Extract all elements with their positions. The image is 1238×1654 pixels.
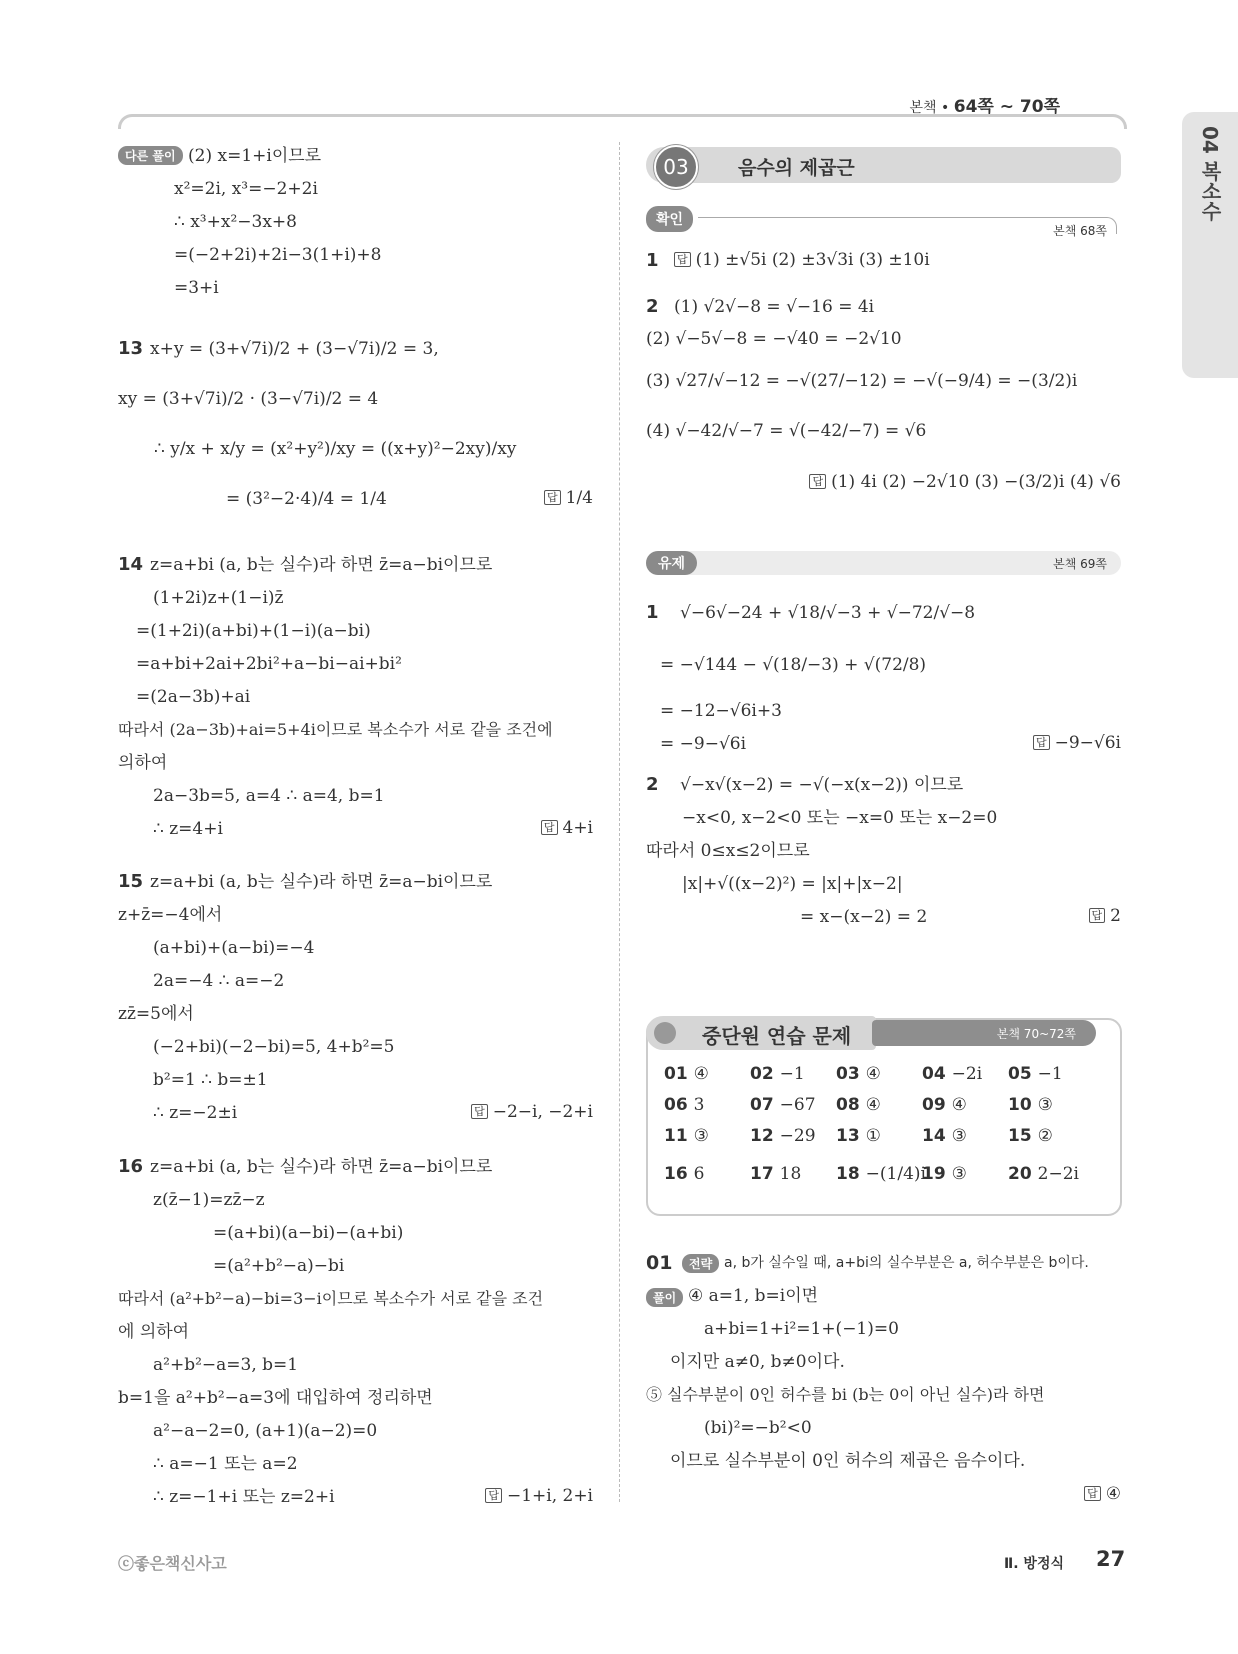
answer: 답 −2−i, −2+i — [471, 1102, 593, 1122]
review-header-dot — [654, 1022, 676, 1044]
text-line: = −9−√6i — [660, 734, 747, 754]
text-line: ④ a=1, b=i이면 — [688, 1286, 819, 1306]
alt-solution-badge: 다른 풀이 — [118, 146, 183, 165]
text-line: =(a²+b²−a)−bi — [213, 1256, 345, 1276]
review-answer-number: 03 — [836, 1064, 860, 1084]
review-answer-item — [836, 1095, 881, 1115]
text-line: =(1+2i)(a+bi)+(1−i)(a−bi) — [136, 621, 371, 641]
problem-14 — [118, 554, 593, 839]
problem-number: 14 — [118, 554, 144, 575]
text-line: = −12−√6i+3 — [660, 701, 782, 721]
text-line: √−6√−24 + √18/√−3 + √−72/√−8 — [680, 603, 976, 623]
text-line: ∴ z=4+i — [153, 819, 223, 839]
problem-16 — [118, 1156, 593, 1507]
check-badge: 확인 — [646, 206, 693, 232]
text-line: 따라서 0≤x≤2이므로 — [646, 841, 810, 861]
review-answer-item — [664, 1095, 705, 1115]
review-answer-number: 10 — [1008, 1095, 1032, 1115]
text-line: =3+i — [174, 278, 219, 298]
problem-number: 2 — [646, 296, 659, 317]
review-answer-value: ③ — [951, 1126, 967, 1146]
text-line: (2) x=1+i이므로 — [188, 146, 322, 166]
header-rule — [118, 114, 1127, 129]
text-line: = −√144 − √(18/−3) + √(72/8) — [660, 655, 927, 675]
check-q2 — [646, 296, 1121, 492]
review-answer-number: 09 — [922, 1095, 946, 1115]
text-line: ∴ a=−1 또는 a=2 — [153, 1454, 298, 1474]
text-line: z=a+bi (a, b는 실수)라 하면 z̄=a−bi이므로 — [150, 555, 493, 575]
review-answer-number: 19 — [922, 1164, 946, 1184]
review-answer-item — [1008, 1164, 1079, 1184]
alt-solution — [118, 145, 382, 298]
review-answer-item — [664, 1164, 705, 1184]
review-answer-item — [750, 1164, 801, 1184]
text-line: x²=2i, x³=−2+2i — [174, 179, 318, 199]
problem-number: 13 — [118, 338, 144, 359]
answer: 답 −1+i, 2+i — [485, 1486, 593, 1506]
text-line: (1) √2√−8 = √−16 = 4i — [674, 297, 875, 317]
text-line: x+y = (3+√7i)/2 + (3−√7i)/2 = 3, — [150, 339, 439, 359]
text-line: b=1을 a²+b²−a=3에 대입하여 정리하면 — [118, 1388, 433, 1408]
review-answer-value: −2i — [951, 1064, 983, 1084]
ref-prefix: 본책 — [909, 100, 937, 116]
text-line: −x<0, x−2<0 또는 −x=0 또는 x−2=0 — [682, 808, 998, 828]
answer: 답 (1) ±√5i (2) ±3√3i (3) ±10i — [674, 250, 930, 270]
answer: 답 2 — [1089, 906, 1121, 926]
review-answer-item — [750, 1095, 816, 1115]
problem-number: 1 — [646, 602, 659, 623]
ref-range: 64쪽 ~ 70쪽 — [953, 97, 1060, 117]
review-answer-item — [836, 1126, 881, 1146]
text-line: =(2a−3b)+ai — [136, 687, 251, 707]
text-line: = (3²−2·4)/4 = 1/4 — [226, 489, 387, 509]
answer: 답 4+i — [541, 818, 593, 838]
review-header — [646, 1016, 1096, 1050]
publisher-logo: ⓒ좋은책신사고 — [118, 1554, 227, 1573]
text-line: 이므로 실수부분이 0인 허수의 제곱은 음수이다. — [670, 1451, 1026, 1471]
text-line: z=a+bi (a, b는 실수)라 하면 z̄=a−bi이므로 — [150, 872, 493, 892]
text-line: √−x√(x−2) = −√(−x(x−2)) 이므로 — [680, 775, 964, 795]
review-answer-number: 04 — [922, 1064, 946, 1084]
review-answer-value: 2−2i — [1037, 1164, 1079, 1184]
text-line: z+z̄=−4에서 — [118, 905, 223, 925]
review-answer-item — [836, 1164, 926, 1184]
text-line: 따라서 (a²+b²−a)−bi=3−i이므로 복소수가 서로 같을 조건 — [118, 1289, 544, 1308]
practice-q1 — [646, 602, 1121, 754]
answer: 답 −9−√6i — [1033, 733, 1121, 753]
review-answer-number: 08 — [836, 1095, 860, 1115]
review-answer-number: 05 — [1008, 1064, 1032, 1084]
page-range-header: 본책 • 64쪽 ~ 70쪽 — [909, 97, 1060, 117]
review-answer-number: 20 — [1008, 1164, 1032, 1184]
review-answer-number: 13 — [836, 1126, 860, 1146]
review-answer-number: 18 — [836, 1164, 860, 1184]
text-line: =(a+bi)(a−bi)−(a+bi) — [213, 1223, 404, 1243]
text-line: a+bi=1+i²=1+(−1)=0 — [704, 1319, 899, 1339]
check-q1 — [646, 250, 1121, 271]
text-line: ∴ z=−1+i 또는 z=2+i — [153, 1487, 335, 1507]
problem-13 — [118, 338, 593, 509]
review-answer-item — [1008, 1126, 1053, 1146]
strategy-badge: 전략 — [682, 1254, 719, 1273]
review-answer-item — [922, 1164, 967, 1184]
review-answer-number: 02 — [750, 1064, 774, 1084]
review-answer-item — [836, 1064, 881, 1084]
text-line: 의하여 — [118, 753, 168, 773]
column-divider — [619, 142, 620, 1502]
section-title: 음수의 제곱근 — [738, 157, 855, 179]
check-ref: 본책 68쪽 — [1053, 224, 1107, 238]
review-answer-number: 07 — [750, 1095, 774, 1115]
review-answer-item — [1008, 1095, 1053, 1115]
practice-header — [646, 551, 1121, 575]
solution-badge: 풀이 — [646, 1288, 683, 1307]
review-answer-value: ④ — [865, 1095, 881, 1115]
review-answer-value: ② — [1037, 1126, 1053, 1146]
section-header — [646, 147, 1121, 183]
text-line: 2a−3b=5, a=4 ∴ a=4, b=1 — [153, 786, 385, 806]
answer: 답 (1) 4i (2) −2√10 (3) −(3/2)i (4) √6 — [809, 472, 1121, 492]
problem-number: 2 — [646, 774, 659, 795]
problem-number: 01 — [646, 1252, 673, 1274]
review-answer-item — [922, 1126, 967, 1146]
text-line: xy = (3+√7i)/2 · (3−√7i)/2 = 4 — [118, 389, 379, 409]
review-ref: 본책 70~72쪽 — [996, 1027, 1076, 1041]
review-answer-item — [922, 1064, 982, 1084]
review-answer-number: 15 — [1008, 1126, 1032, 1146]
page-number: 27 — [1096, 1547, 1126, 1571]
review-answer-number: 17 — [750, 1164, 774, 1184]
review-answer-number: 01 — [664, 1064, 688, 1084]
solution-01 — [646, 1252, 1121, 1504]
review-answer-item — [664, 1126, 709, 1146]
text-line: ∴ x³+x²−3x+8 — [174, 212, 297, 232]
answer: 답 1/4 — [544, 488, 593, 508]
text-line: ∴ z=−2±i — [153, 1103, 238, 1123]
strategy-text: a, b가 실수일 때, a+bi의 실수부분은 a, 허수부분은 b이다. — [724, 1255, 1089, 1271]
text-line: (−2+bi)(−2−bi)=5, 4+b²=5 — [153, 1037, 395, 1057]
review-answer-number: 12 — [750, 1126, 774, 1146]
problem-15 — [118, 871, 593, 1123]
review-answer-value: 3 — [693, 1095, 705, 1115]
problem-number: 1 — [646, 250, 659, 271]
review-answer-value: ① — [865, 1126, 881, 1146]
text-line: (bi)²=−b²<0 — [704, 1418, 812, 1438]
text-line: (1+2i)z+(1−i)z̄ — [153, 588, 284, 608]
review-answer-item — [1008, 1064, 1063, 1084]
text-line: =a+bi+2ai+2bi²+a−bi−ai+bi² — [136, 654, 402, 674]
text-line: (4) √−42/√−7 = √(−42/−7) = √6 — [646, 421, 927, 441]
problem-number: 16 — [118, 1156, 144, 1177]
text-line: a²+b²−a=3, b=1 — [153, 1355, 299, 1375]
review-answer-item — [750, 1126, 816, 1146]
problem-number: 15 — [118, 871, 144, 892]
review-answer-value: −(1/4)i — [865, 1164, 926, 1184]
practice-badge: 유제 — [646, 551, 697, 575]
side-tab-label: 04 복소수 — [1198, 126, 1222, 221]
chapter-label: Ⅱ. 방정식 — [1004, 1556, 1064, 1572]
review-answer-item — [664, 1064, 709, 1084]
text-line: (2) √−5√−8 = −√40 = −2√10 — [646, 329, 902, 349]
text-line: z=a+bi (a, b는 실수)라 하면 z̄=a−bi이므로 — [150, 1157, 493, 1177]
review-answer-number: 14 — [922, 1126, 946, 1146]
review-answer-grid — [664, 1064, 1104, 1204]
text-line: (a+bi)+(a−bi)=−4 — [153, 938, 315, 958]
check-header — [646, 206, 1121, 236]
review-answer-number: 11 — [664, 1126, 688, 1146]
practice-ref: 본책 69쪽 — [1053, 557, 1107, 571]
section-number-circle: 03 — [654, 145, 698, 189]
review-answer-value: ③ — [951, 1164, 967, 1184]
side-tab — [1182, 112, 1238, 378]
review-answer-value: ④ — [693, 1064, 709, 1084]
review-answer-value: 18 — [779, 1164, 802, 1184]
review-answer-value: −1 — [779, 1064, 805, 1084]
text-line: zz̄=5에서 — [118, 1004, 194, 1024]
text-line: 이지만 a≠0, b≠0이다. — [670, 1352, 845, 1372]
text-line: =(−2+2i)+2i−3(1+i)+8 — [174, 245, 382, 265]
review-answer-value: 6 — [693, 1164, 705, 1184]
text-line: ⑤ 실수부분이 0인 허수를 bi (b는 0이 아닌 실수)라 하면 — [646, 1385, 1045, 1404]
review-answer-number: 16 — [664, 1164, 688, 1184]
text-line: = x−(x−2) = 2 — [800, 907, 928, 927]
text-line: a²−a−2=0, (a+1)(a−2)=0 — [153, 1421, 378, 1441]
text-line: 2a=−4 ∴ a=−2 — [153, 971, 285, 991]
review-answer-value: ③ — [693, 1126, 709, 1146]
review-answer-value: ④ — [865, 1064, 881, 1084]
text-line: ∴ y/x + x/y = (x²+y²)/xy = ((x+y)²−2xy)/xy — [154, 439, 517, 459]
text-line: z(z̄−1)=zz̄−z — [153, 1190, 265, 1210]
text-line: |x|+√((x−2)²) = |x|+|x−2| — [682, 874, 903, 894]
review-answer-value: −67 — [779, 1095, 816, 1115]
review-answer-number: 06 — [664, 1095, 688, 1115]
text-line: 따라서 (2a−3b)+ai=5+4i이므로 복소수가 서로 같을 조건에 — [118, 720, 553, 739]
text-line: b²=1 ∴ b=±1 — [153, 1070, 268, 1090]
review-answer-value: ③ — [1037, 1095, 1053, 1115]
answer: 답 ④ — [1084, 1484, 1121, 1504]
review-title: 중단원 연습 문제 — [702, 1024, 852, 1048]
review-answer-item — [750, 1064, 805, 1084]
text-line: (3) √27/√−12 = −√(27/−12) = −√(−9/4) = −(3/2)i — [646, 371, 1078, 391]
review-answer-value: ④ — [951, 1095, 967, 1115]
review-answer-value: −29 — [779, 1126, 816, 1146]
practice-q2 — [646, 774, 1121, 927]
text-line: 에 의하여 — [118, 1322, 190, 1342]
review-answer-item — [922, 1095, 967, 1115]
review-answer-value: −1 — [1037, 1064, 1063, 1084]
